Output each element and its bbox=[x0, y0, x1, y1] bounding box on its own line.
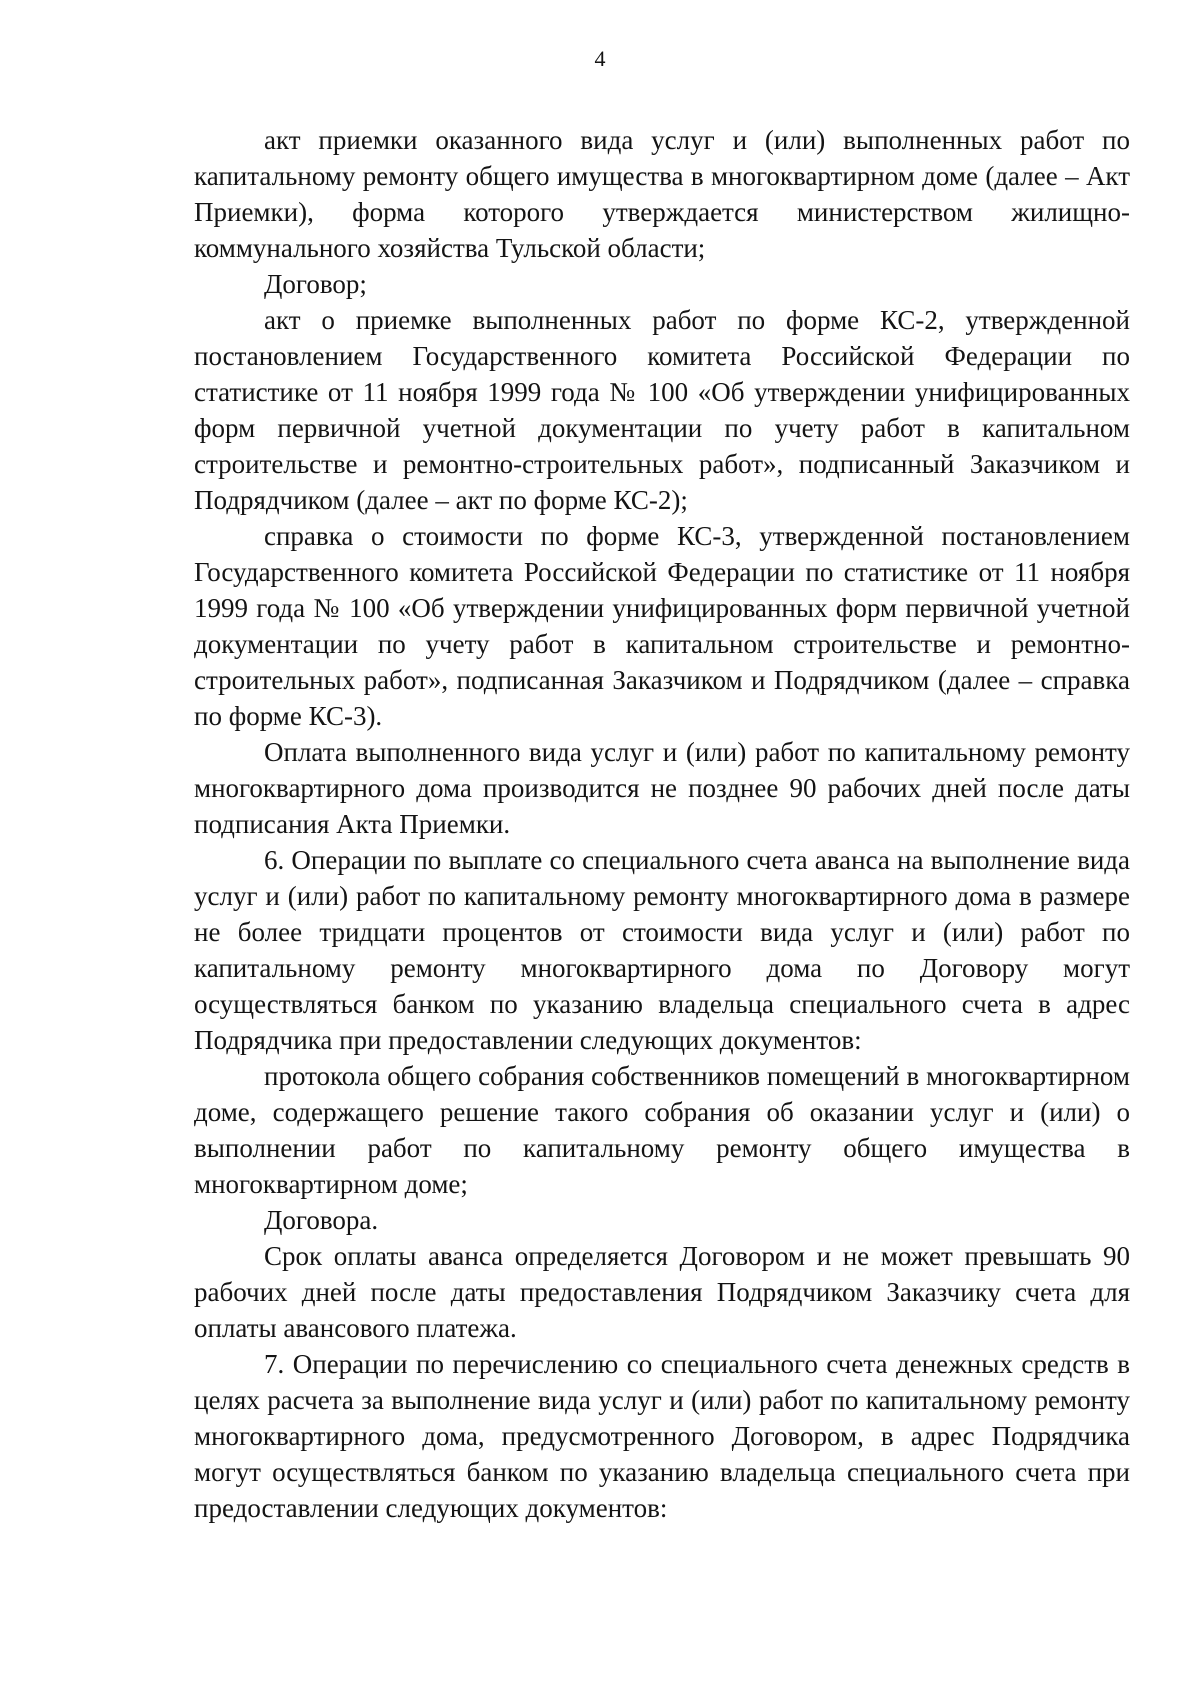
paragraph-contract-doc: Договора. bbox=[264, 1205, 379, 1235]
paragraph-meeting-protocol: протокола общего собрания собственников помещений в многоквартирном доме, содержащего решение такого собрания об оказании услуг и (или) о выполнении работ по капитальному ремонту общего имущества в многоквартирном доме; bbox=[194, 1061, 1130, 1199]
paragraph-advance-term: Срок оплаты аванса определяется Договором и не может превышать 90 рабочих дней после даты предоставления Подрядчиком Заказчику счета для оплаты авансового платежа. bbox=[194, 1241, 1130, 1343]
paragraph-ks3-certificate: справка о стоимости по форме КС-3, утвержденной постановлением Государственного комитета Российской Федерации по статистике от 11 ноября 1999 года № 100 «Об утверждении унифицированных форм первичной учетной документации по учету работ в капитальном строительстве и ремонтно-строительных работ», подписанная Заказчиком и Подрядчиком (далее – справка по форме КС-3). bbox=[194, 521, 1130, 731]
paragraph-payment-term: Оплата выполненного вида услуг и (или) работ по капитальному ремонту многоквартирного дома производится не позднее 90 рабочих дней после даты подписания Акта Приемки. bbox=[194, 737, 1130, 839]
paragraph-acceptance-act: акт приемки оказанного вида услуг и (или) выполненных работ по капитальному ремонту общего имущества в многоквартирном доме (далее – Акт Приемки), форма которого утверждается министерством жилищно-коммунального хозяйства Тульской области; bbox=[194, 125, 1130, 263]
paragraph-contract: Договор; bbox=[264, 269, 367, 299]
paragraph-clause-7: 7. Операции по перечислению со специального счета денежных средств в целях расчета за выполнение вида услуг и (или) работ по капитальному ремонту многоквартирного дома, предусмотренного Договором, в адрес Подрядчика могут осуществляться банком по указанию владельца специального счета при предоставлении следующих документов: bbox=[194, 1349, 1130, 1523]
paragraph-clause-6: 6. Операции по выплате со специального счета аванса на выполнение вида услуг и (или) работ по капитальному ремонту многоквартирного дома в размере не более тридцати процентов от стоимости вида услуг и (или) работ по капитальному ремонту многоквартирного дома по Договору могут осуществляться банком по указанию владельца специального счета в адрес Подрядчика при предоставлении следующих документов: bbox=[194, 845, 1130, 1055]
page-number: 4 bbox=[594, 46, 606, 71]
paragraph-ks2-act: акт о приемке выполненных работ по форме КС-2, утвержденной постановлением Государственного комитета Российской Федерации по статистике от 11 ноября 1999 года № 100 «Об утверждении унифицированных форм первичной учетной документации по учету работ в капитальном строительстве и ремонтно-строительных работ», подписанный Заказчиком и Подрядчиком (далее – акт по форме КС-2); bbox=[194, 305, 1130, 515]
body-text bbox=[194, 122, 1130, 1526]
